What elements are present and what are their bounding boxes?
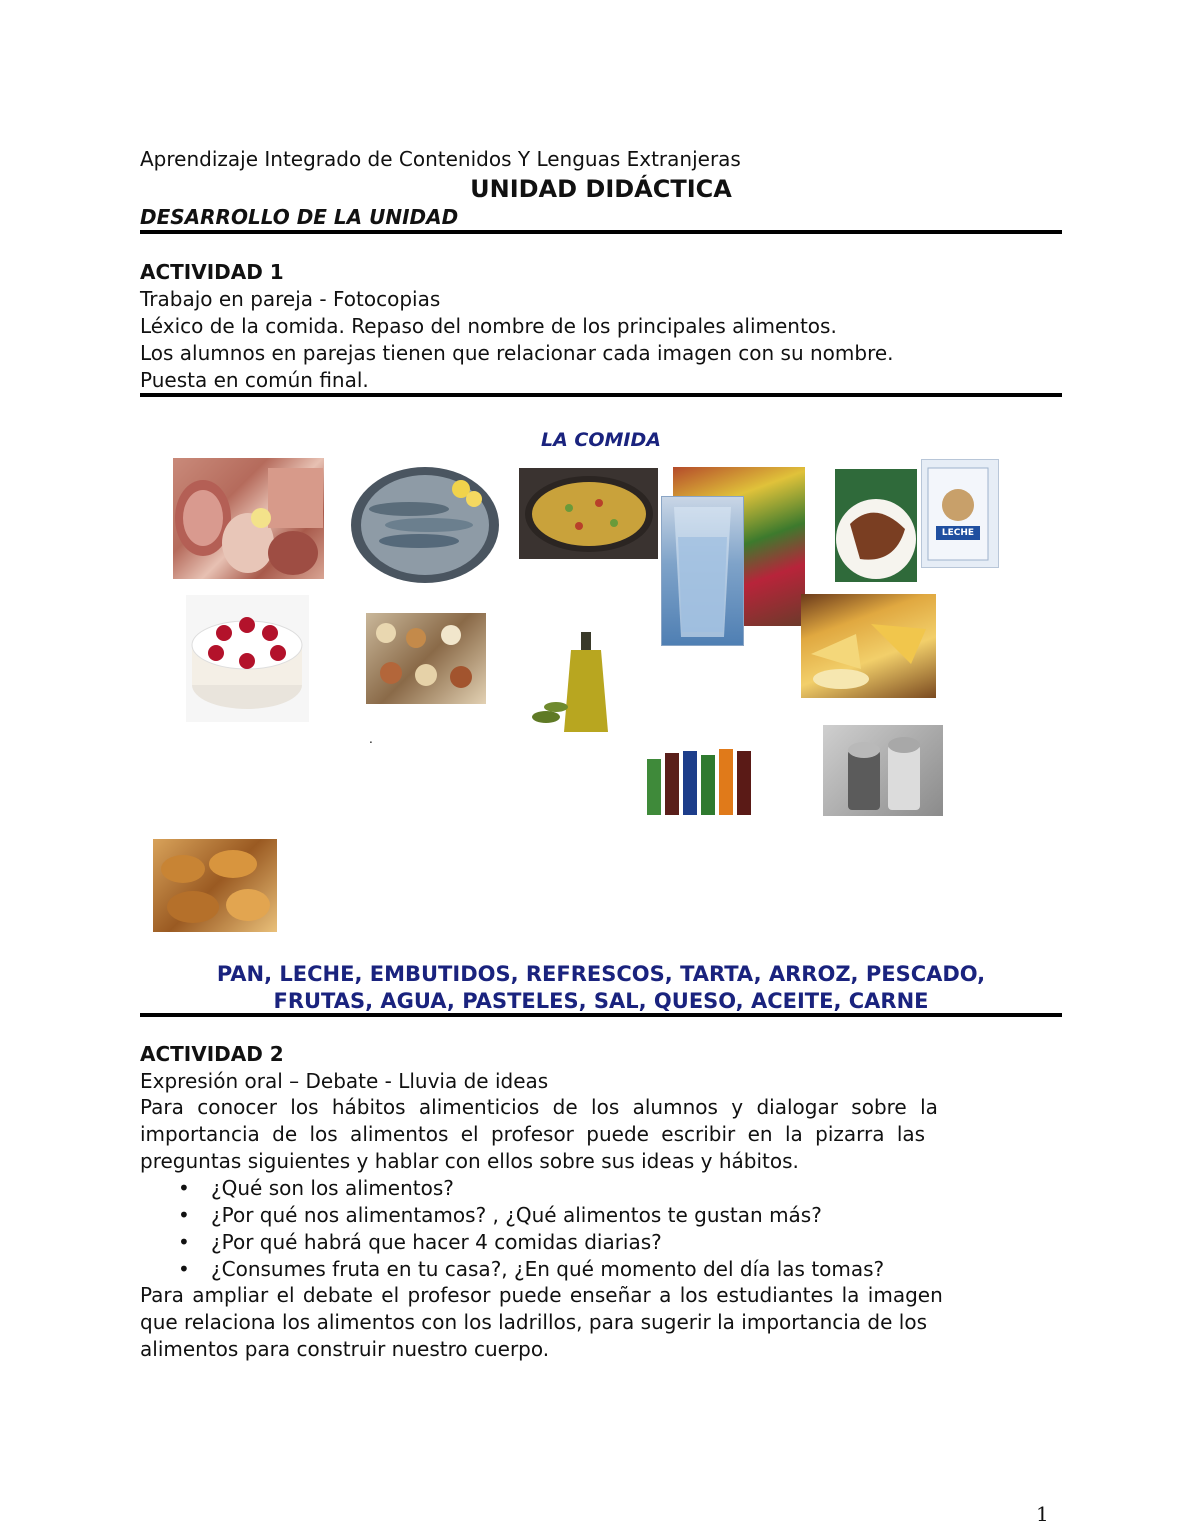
arroz-image	[519, 468, 658, 559]
document-subtitle: Aprendizaje Integrado de Contenidos Y Lenguas Extranjeras	[140, 147, 741, 171]
pescado-image	[349, 459, 501, 586]
activity-2-intro-line: preguntas siguientes y hablar con ellos sobre sus ideas y hábitos.	[140, 1149, 799, 1173]
word-list-line: FRUTAS, AGUA, PASTELES, SAL, QUESO, ACEITE, CARNE	[273, 989, 929, 1013]
question-item: ¿Por qué habrá que hacer 4 comidas diarias?	[211, 1230, 662, 1254]
divider	[140, 393, 1062, 397]
section-heading: DESARROLLO DE LA UNIDAD	[140, 205, 459, 229]
activity-1-line: Trabajo en pareja - Fotocopias	[140, 287, 441, 311]
activity-2-closing-line: alimentos para construir nuestro cuerpo.	[140, 1337, 550, 1361]
gallery-title: LA COMIDA	[541, 429, 661, 451]
bullet-icon: •	[178, 1257, 190, 1281]
embutidos-image	[173, 458, 324, 579]
bullet-icon: •	[178, 1230, 190, 1254]
sal-image	[823, 725, 943, 816]
bullet-icon: •	[178, 1203, 190, 1227]
leche-image	[921, 459, 999, 568]
bullet-icon: •	[178, 1176, 190, 1200]
activity-2-heading: ACTIVIDAD 2	[140, 1042, 284, 1066]
question-item: ¿Por qué nos alimentamos? , ¿Qué alimentos te gustan más?	[211, 1203, 822, 1227]
milk-carton-label: LECHE	[941, 528, 975, 538]
word-list-line: PAN, LECHE, EMBUTIDOS, REFRESCOS, TARTA, ARROZ, PESCADO,	[216, 962, 986, 986]
activity-2-closing-line: Para ampliar el debate el profesor puede enseñar a los estudiantes la imagen	[140, 1283, 943, 1307]
agua-image	[661, 496, 744, 646]
tarta-image	[186, 595, 309, 722]
aceite-image	[526, 612, 615, 743]
question-item: ¿Qué son los alimentos?	[211, 1176, 454, 1200]
divider	[140, 1013, 1062, 1017]
pan-image	[153, 839, 277, 932]
activity-1-line: Los alumnos en parejas tienen que relacionar cada imagen con su nombre.	[140, 341, 894, 365]
refrescos-image	[641, 741, 768, 817]
pasteles-image	[366, 613, 486, 704]
carne-image	[835, 469, 917, 582]
page-number: 1	[1036, 1502, 1049, 1526]
activity-2-closing-line: que relaciona los alimentos con los ladrillos, para sugerir la importancia de los	[140, 1310, 927, 1334]
document-title: UNIDAD DIDÁCTICA	[470, 175, 732, 203]
stray-dot: .	[369, 732, 373, 746]
activity-1-line: Puesta en común final.	[140, 368, 369, 392]
activity-1-heading: ACTIVIDAD 1	[140, 260, 284, 284]
activity-2-intro-line: importancia de los alimentos el profesor puede escribir en la pizarra las	[140, 1122, 926, 1146]
divider	[140, 230, 1062, 234]
question-item: ¿Consumes fruta en tu casa?, ¿En qué momento del día las tomas?	[211, 1257, 885, 1281]
activity-2-subtitle: Expresión oral – Debate - Lluvia de ideas	[140, 1069, 549, 1093]
activity-1-line: Léxico de la comida. Repaso del nombre de los principales alimentos.	[140, 314, 837, 338]
queso-image	[801, 594, 936, 698]
activity-2-intro-line: Para conocer los hábitos alimenticios de los alumnos y dialogar sobre la	[140, 1095, 938, 1119]
